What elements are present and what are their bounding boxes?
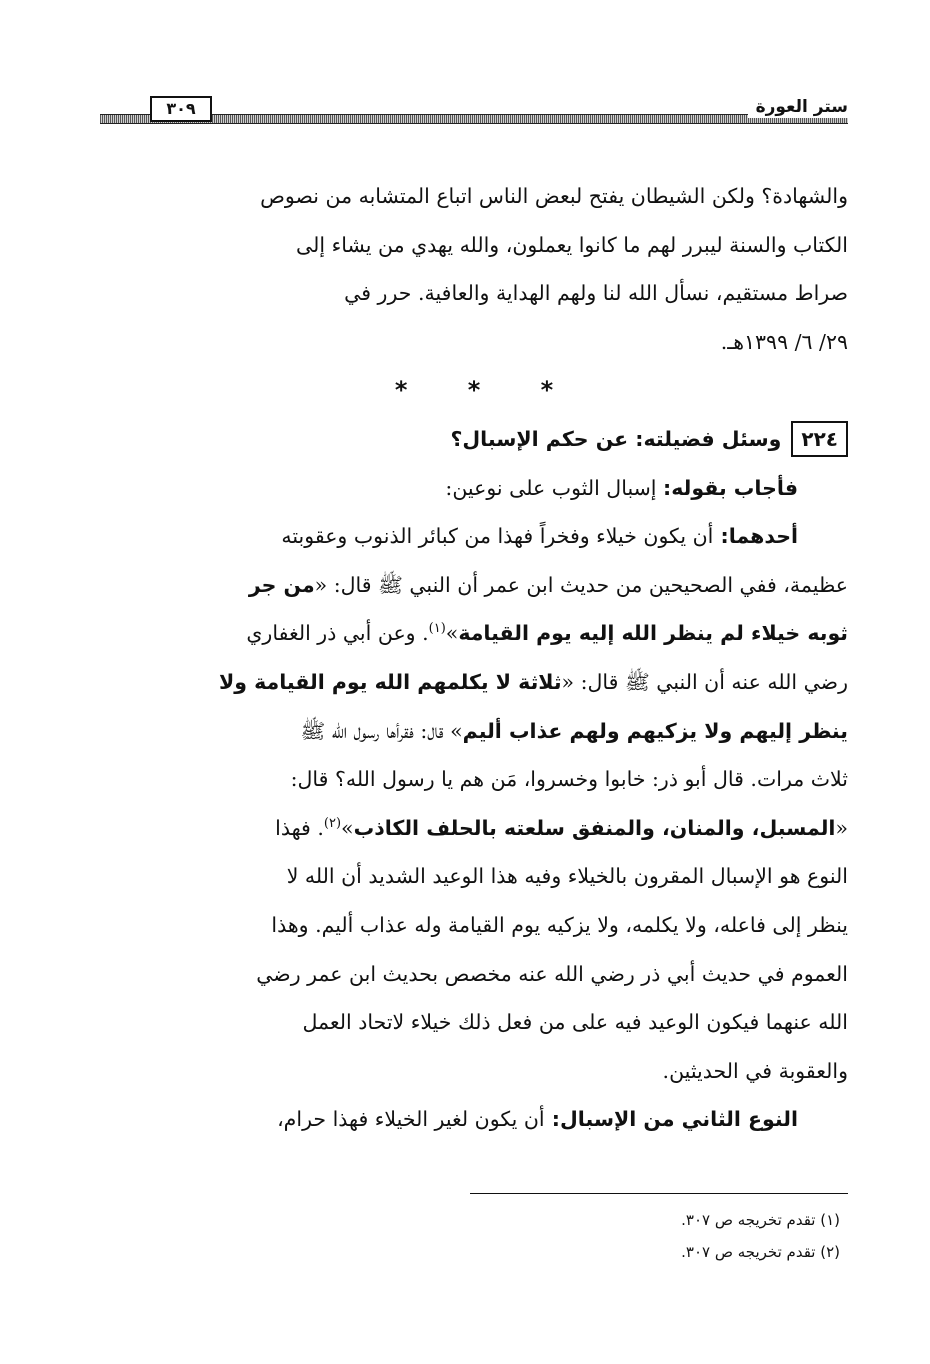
bold-run: ثلاثة لا يكلمهم الله يوم القيامة ولا [218,669,562,694]
answer-line [100,901,848,950]
footnote: (٢) تقدم تخريجه ص ٣٠٧. [681,1243,840,1261]
text-run: » قال: فقرأها رسول الله ﷺ [300,718,463,743]
footnote-ref: (٢) [323,815,342,831]
answer-line [100,1095,848,1144]
question-text: وسئل فضيلته: عن حكم الإسبال؟ [450,426,782,451]
text-run: أن يكون خيلاء وفخراً فهذا من كبائر الذنوب وعقوبته [281,524,714,549]
body-line: ٢٩/ ٦/ ١٣٩٩هـ. [720,329,848,354]
answer-line [100,1047,848,1096]
text-run: أن يكون لغير الخيلاء فهذا حرام، [277,1107,545,1132]
answer-line [100,852,848,901]
text-run: » [445,621,459,646]
answer-lines [100,512,848,1144]
header-rule [100,114,848,124]
answer-line [100,561,848,610]
text-run: ينظر إلى فاعله، ولا يكلمه، ولا يزكيه يوم القيامة وله عذاب أليم. وهذا [271,912,848,937]
text-run: » [341,815,354,840]
question-heading [100,415,848,464]
answer-line [100,950,848,999]
answer-line [100,609,848,658]
answer-intro-bold: فأجاب بقوله: [663,475,798,500]
answer-line [100,707,848,756]
answer-line [100,998,848,1047]
footnote: (١) تقدم تخريجه ص ٣٠٧. [681,1211,840,1229]
section-separator: * * * [394,376,580,405]
text-run: العموم في حديث أبي ذر رضي الله عنه مخصص بحديث ابن عمر رضي [256,961,848,986]
bold-run: النوع الثاني من الإسبال: [544,1107,798,1132]
body-text [100,172,848,1144]
answer-line [100,512,848,561]
footnote-rule [470,1193,848,1194]
text-run: الله عنهما فيكون الوعيد فيه على من فعل ذلك خيلاء لاتحاد العمل [302,1010,848,1035]
text-run: والعقوبة في الحديثين. [662,1058,848,1083]
question-number: ٢٢٤ [791,421,848,457]
answer-intro [100,464,848,513]
bold-run: من جر [248,572,315,597]
body-line: والشهادة؟ ولكن الشيطان يفتح لبعض الناس اتباع المتشابه من نصوص [260,184,848,208]
answer-line [100,804,848,853]
text-run: « [835,815,848,840]
answer-intro-text: إسبال الثوب على نوعين: [445,475,664,500]
text-run: رضي الله عنه أن النبي ﷺ قال: « [561,669,848,694]
footnote-ref: (١) [428,621,446,637]
page-number: ٣٠٩ [150,96,212,122]
bold-run: ثوبه خيلاء لم ينظر الله إليه يوم القيامة [458,621,848,646]
text-run: ثلاث مرات. قال أبو ذر: خابوا وخسروا، مَن هم يا رسول الله؟ قال: [290,767,848,792]
text-run: عظيمة، ففي الصحيحين من حديث ابن عمر أن النبي ﷺ قال: « [314,572,848,597]
text-run: . وعن أبي ذر الغفاري [246,621,429,646]
bold-run: المسبل، والمنان، والمنفق سلعته بالحلف الكاذب [353,815,836,840]
bold-run: ينظر إليهم ولا يزكيهم ولهم عذاب أليم [462,718,848,743]
bold-run: أحدهما: [713,524,798,549]
text-run: النوع هو الإسبال المقرون بالخيلاء وفيه هذا الوعيد الشديد أن الله لا [286,864,848,889]
footnotes [100,1193,848,1268]
body-line: الكتاب والسنة ليبرر لهم ما كانوا يعملون، والله يهدي من يشاء إلى [296,232,848,257]
answer-line [100,755,848,804]
body-line: صراط مستقيم، نسأل الله لنا ولهم الهداية والعافية. حرر في [344,281,848,306]
header-title: ستر العورة [748,96,848,118]
running-header [100,96,848,130]
answer-line [100,658,848,707]
text-run: . فهذا [275,815,324,840]
